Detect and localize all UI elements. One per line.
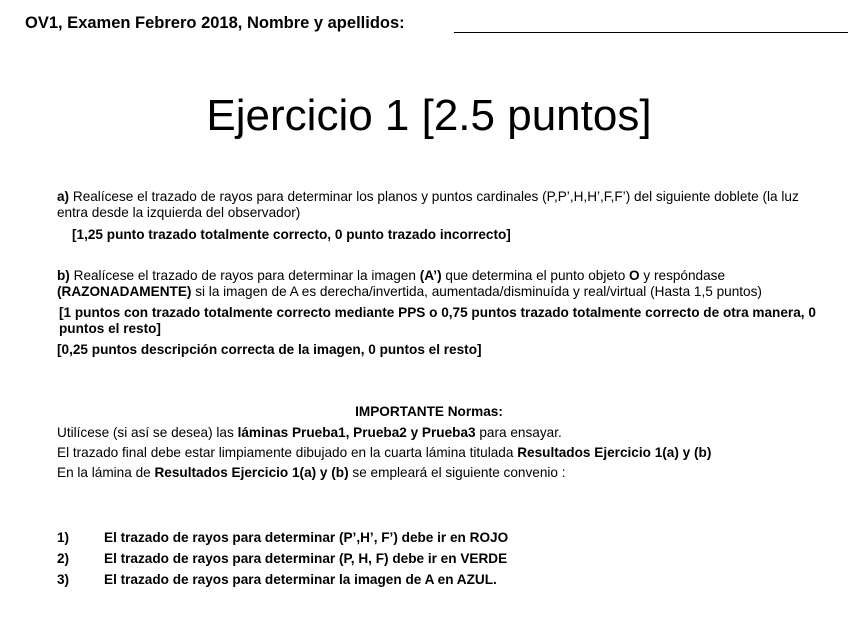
- part-a-label: a): [57, 189, 70, 204]
- important-line-2-text: El trazado final debe estar limpiamente dibujado en la cuarta lámina titulada: [57, 445, 514, 460]
- color-convention-list: [57, 527, 817, 590]
- list-item: [57, 527, 817, 548]
- list-item: [57, 569, 817, 590]
- part-b-label: b): [57, 268, 70, 283]
- part-a-statement: [57, 189, 817, 221]
- part-b-image-label: (A’): [419, 268, 442, 283]
- part-a-scoring: [1,25 punto trazado totalmente correcto, 0 punto trazado incorrecto]: [72, 227, 511, 242]
- part-b-text-4: si la imagen de A es derecha/invertida, aumentada/disminuída y real/virtual (Hasta 1,5 puntos): [195, 284, 762, 299]
- list-item-text: El trazado de rayos para determinar la imagen de A en AZUL.: [104, 572, 497, 587]
- part-b-text-2: que determina el punto objeto: [445, 268, 626, 283]
- list-item-number: 2): [57, 551, 70, 566]
- name-blank-line: [454, 32, 848, 33]
- important-line-1-bold: láminas Prueba1, Prueba2 y Prueba3: [237, 425, 476, 440]
- part-b: [57, 268, 817, 358]
- important-line-3-text: En la lámina de: [57, 465, 151, 480]
- important-line-3-bold: Resultados Ejercicio 1(a) y (b): [154, 465, 349, 480]
- part-b-text-3: y respóndase: [643, 268, 726, 283]
- important-line-1: [57, 425, 807, 441]
- important-line-1-text: Utilícese (si así se desea) las: [57, 425, 234, 440]
- part-a-text: Realícese el trazado de rayos para determinar los planos y puntos cardinales (P,P’,H,H’,F,F’) del siguiente doblete (la luz entra desde la izquierda del observador): [57, 189, 799, 220]
- list-item-number: 1): [57, 530, 70, 545]
- part-b-object-label: O: [629, 268, 640, 283]
- header-text: OV1, Examen Febrero 2018, Nombre y apellidos:: [25, 14, 405, 32]
- list-item-number: 3): [57, 572, 70, 587]
- part-b-text-1: Realícese el trazado de rayos para determinar la imagen: [73, 268, 416, 283]
- exercise-title: Ejercicio 1 [2.5 puntos]: [206, 91, 652, 140]
- important-line-3: [57, 465, 807, 481]
- list-item-text: El trazado de rayos para determinar (P, H, F) debe ir en VERDE: [104, 551, 508, 566]
- important-line-2-bold: Resultados Ejercicio 1(a) y (b): [517, 445, 712, 460]
- list-item-text: El trazado de rayos para determinar (P’,H’, F’) debe ir en ROJO: [104, 530, 509, 545]
- important-line-3-end: se empleará el siguiente convenio :: [352, 465, 566, 480]
- part-b-scoring-1: [1 puntos con trazado totalmente correcto mediante PPS o 0,75 puntos trazado totalmente correcto de otra manera, 0 puntos el resto]: [59, 305, 816, 336]
- important-line-2: [57, 445, 807, 461]
- important-line-1-end: para ensayar.: [479, 425, 562, 440]
- part-b-emphasis: (RAZONADAMENTE): [57, 284, 192, 299]
- part-b-statement: [57, 268, 817, 300]
- part-b-scoring-2: [0,25 puntos descripción correcta de la imagen, 0 puntos el resto]: [57, 342, 482, 357]
- part-a: [57, 189, 817, 243]
- important-title: IMPORTANTE Normas:: [355, 404, 503, 419]
- exam-header: [25, 11, 840, 35]
- list-item: [57, 548, 817, 569]
- important-rules: [57, 425, 807, 485]
